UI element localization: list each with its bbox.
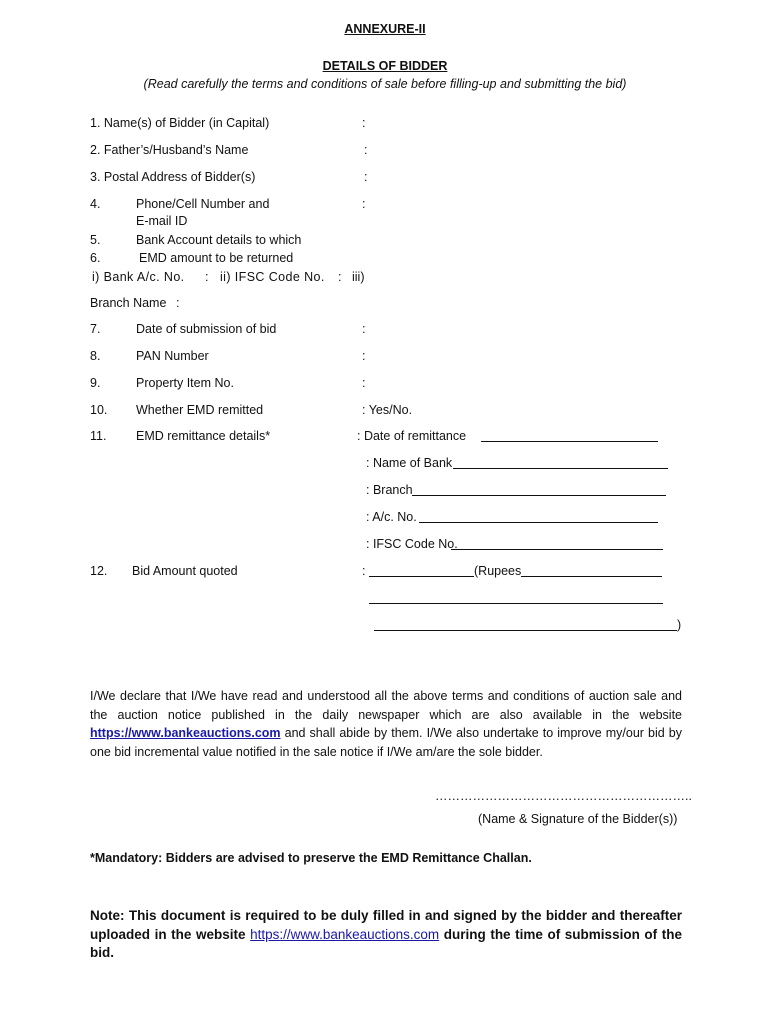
field-phone-label: Phone/Cell Number and (136, 197, 270, 211)
remittance-ac-line (419, 522, 658, 523)
field-address-label: 3. Postal Address of Bidder(s) (90, 170, 256, 184)
branch-name-colon: : (176, 296, 180, 310)
field-bank-account-label: Bank Account details to which (136, 233, 302, 247)
field-4-number: 4. (90, 197, 101, 211)
note-text-1: Note: This document is required to be duly filled in and signed by the bidder and thereafter uploaded in the website (90, 908, 682, 942)
field-12-number: 12. (90, 564, 108, 578)
submission-note (90, 907, 682, 963)
declaration-text-2: and shall abide by them. I/We also undertake to improve my/our bid by one bid incremental value notified in the sale notice if I/We am/are the sole bidder. (90, 726, 682, 759)
bank-ac-colon: : (205, 270, 209, 284)
rupees-line-1 (521, 576, 662, 577)
field-name-label: 1. Name(s) of Bidder (in Capital) (90, 116, 270, 130)
field-property-colon: : (362, 376, 366, 390)
field-10-number: 10. (90, 403, 108, 417)
field-5-number: 5. (90, 233, 101, 247)
details-heading: DETAILS OF BIDDER (322, 59, 448, 73)
field-address-colon: : (364, 170, 368, 184)
rupees-close-paren: ) (677, 618, 682, 632)
rupees-line-3 (374, 630, 677, 631)
field-9-number: 9. (90, 376, 101, 390)
declaration-website-link[interactable]: https://www.bankeauctions.com (90, 726, 281, 740)
field-pan-colon: : (362, 349, 366, 363)
note-website-link[interactable]: https://www.bankeauctions.com (250, 926, 440, 942)
remittance-ifsc-label: : IFSC Code No. (366, 537, 458, 551)
field-phone-colon: : (362, 197, 366, 211)
ifsc-label: ii) IFSC Code No. (220, 270, 325, 284)
declaration-paragraph (90, 687, 682, 761)
annexure-heading: ANNEXURE-II (344, 22, 426, 36)
remittance-ifsc-line (451, 549, 663, 550)
field-name-colon: : (362, 116, 366, 130)
field-pan-label: PAN Number (136, 349, 209, 363)
field-emd-remitted-label: Whether EMD remitted (136, 403, 264, 417)
rupees-label: (Rupees (474, 564, 522, 578)
field-emd-remitted-value: : Yes/No. (362, 403, 413, 417)
bid-amount-colon: : (362, 564, 366, 578)
remittance-date-label: : Date of remittance (357, 429, 467, 443)
bank-name-line (453, 468, 668, 469)
field-emd-return-label: EMD amount to be returned (139, 251, 294, 265)
field-8-number: 8. (90, 349, 101, 363)
iii-label: iii) (352, 270, 365, 284)
declaration-text-1: I/We declare that I/We have read and understood all the above terms and conditions of auction sale and the auction notice published in the daily newspaper which are also available in the website (90, 689, 682, 722)
field-father-colon: : (364, 143, 368, 157)
bank-ac-label: i) Bank A/c. No. (92, 270, 185, 284)
mandatory-note: *Mandatory: Bidders are advised to preserve the EMD Remittance Challan. (90, 851, 532, 865)
field-submission-date-label: Date of submission of bid (136, 322, 277, 336)
signature-line: …………………………………………………….. (435, 789, 692, 803)
field-submission-date-colon: : (362, 322, 366, 336)
remittance-branch-label: : Branch (366, 483, 413, 497)
field-11-number: 11. (90, 429, 107, 443)
remittance-branch-line (412, 495, 666, 496)
field-email-label: E-mail ID (136, 214, 188, 228)
field-6-number: 6. (90, 251, 101, 265)
field-emd-details-label: EMD remittance details* (136, 429, 271, 443)
field-property-label: Property Item No. (136, 376, 234, 390)
bank-name-label: : Name of Bank (366, 456, 453, 470)
ifsc-colon: : (338, 270, 342, 284)
field-7-number: 7. (90, 322, 101, 336)
signature-label: (Name & Signature of the Bidder(s)) (478, 812, 678, 826)
rupees-line-2 (369, 603, 663, 604)
remittance-date-line (481, 441, 658, 442)
bid-amount-line (369, 576, 474, 577)
field-father-label: 2. Father’s/Husband’s Name (90, 143, 249, 157)
branch-name-label: Branch Name (90, 296, 167, 310)
instruction-text: (Read carefully the terms and conditions of sale before filling-up and submitting the bid) (143, 77, 627, 91)
note-text-2: during the time of submission of the bid. (90, 926, 682, 960)
field-bid-amount-label: Bid Amount quoted (132, 564, 238, 578)
remittance-ac-label: : A/c. No. (366, 510, 417, 524)
